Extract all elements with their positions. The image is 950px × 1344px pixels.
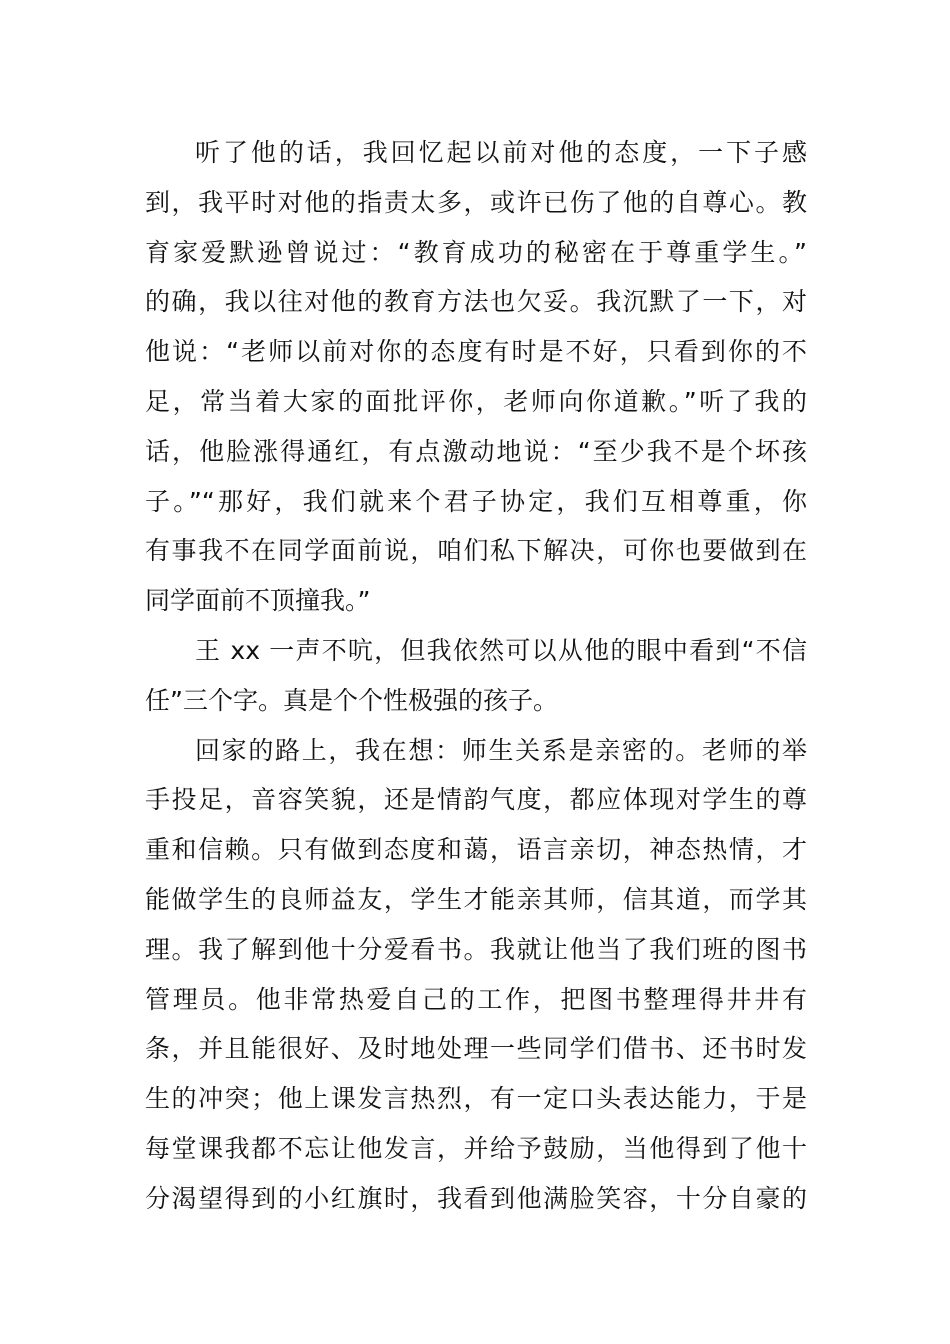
text-line: 能做学生的良师益友，学生才能亲其师，信其道，而学其: [145, 884, 807, 914]
text-line: 生的冲突；他上课发言热烈，有一定口头表达能力，于是: [145, 1084, 807, 1114]
text-line: 手投足，音容笑貌，还是情韵气度，都应体现对学生的尊: [145, 785, 807, 815]
text-line: 同学面前不顶撞我。”: [145, 586, 371, 616]
text-line: 王 xx 一声不吭，但我依然可以从他的眼中看到“不信: [195, 635, 807, 665]
text-line: 条，并且能很好、及时地处理一些同学们借书、还书时发: [145, 1034, 807, 1064]
text-line: 有事我不在同学面前说，咱们私下解决，可你也要做到在: [145, 536, 807, 566]
text-line: 育家爱默逊曾说过：“教育成功的秘密在于尊重学生。”: [145, 237, 807, 267]
text-line: 理。我了解到他十分爱看书。我就让他当了我们班的图书: [145, 934, 807, 964]
body-text: [145, 128, 807, 1224]
text-line: 到，我平时对他的指责太多，或许已伤了他的自尊心。教: [145, 187, 807, 217]
text-line: 子。”“那好，我们就来个君子协定，我们互相尊重，你: [145, 486, 807, 516]
text-line: 他说：“老师以前对你的态度有时是不好，只看到你的不: [145, 337, 807, 367]
text-line: 任”三个字。真是个个性极强的孩子。: [145, 685, 558, 715]
text-line: 听了他的话，我回忆起以前对他的态度，一下子感: [195, 138, 807, 167]
text-line: 话，他脸涨得通红，有点激动地说：“至少我不是个坏孩: [145, 436, 807, 466]
text-line: 回家的路上，我在想：师生关系是亲密的。老师的举: [195, 735, 807, 765]
text-line: 足，常当着大家的面批评你，老师向你道歉。”听了我的: [145, 386, 807, 416]
text-line: 分渴望得到的小红旗时，我看到他满脸笑容，十分自豪的: [145, 1183, 807, 1213]
text-line: 每堂课我都不忘让他发言，并给予鼓励，当他得到了他十: [145, 1133, 807, 1163]
text-line: 的确，我以往对他的教育方法也欠妥。我沉默了一下，对: [145, 287, 807, 317]
text-line: 重和信赖。只有做到态度和蔼，语言亲切，神态热情，才: [145, 835, 807, 865]
text-line: 管理员。他非常热爱自己的工作，把图书整理得井井有: [145, 984, 807, 1014]
